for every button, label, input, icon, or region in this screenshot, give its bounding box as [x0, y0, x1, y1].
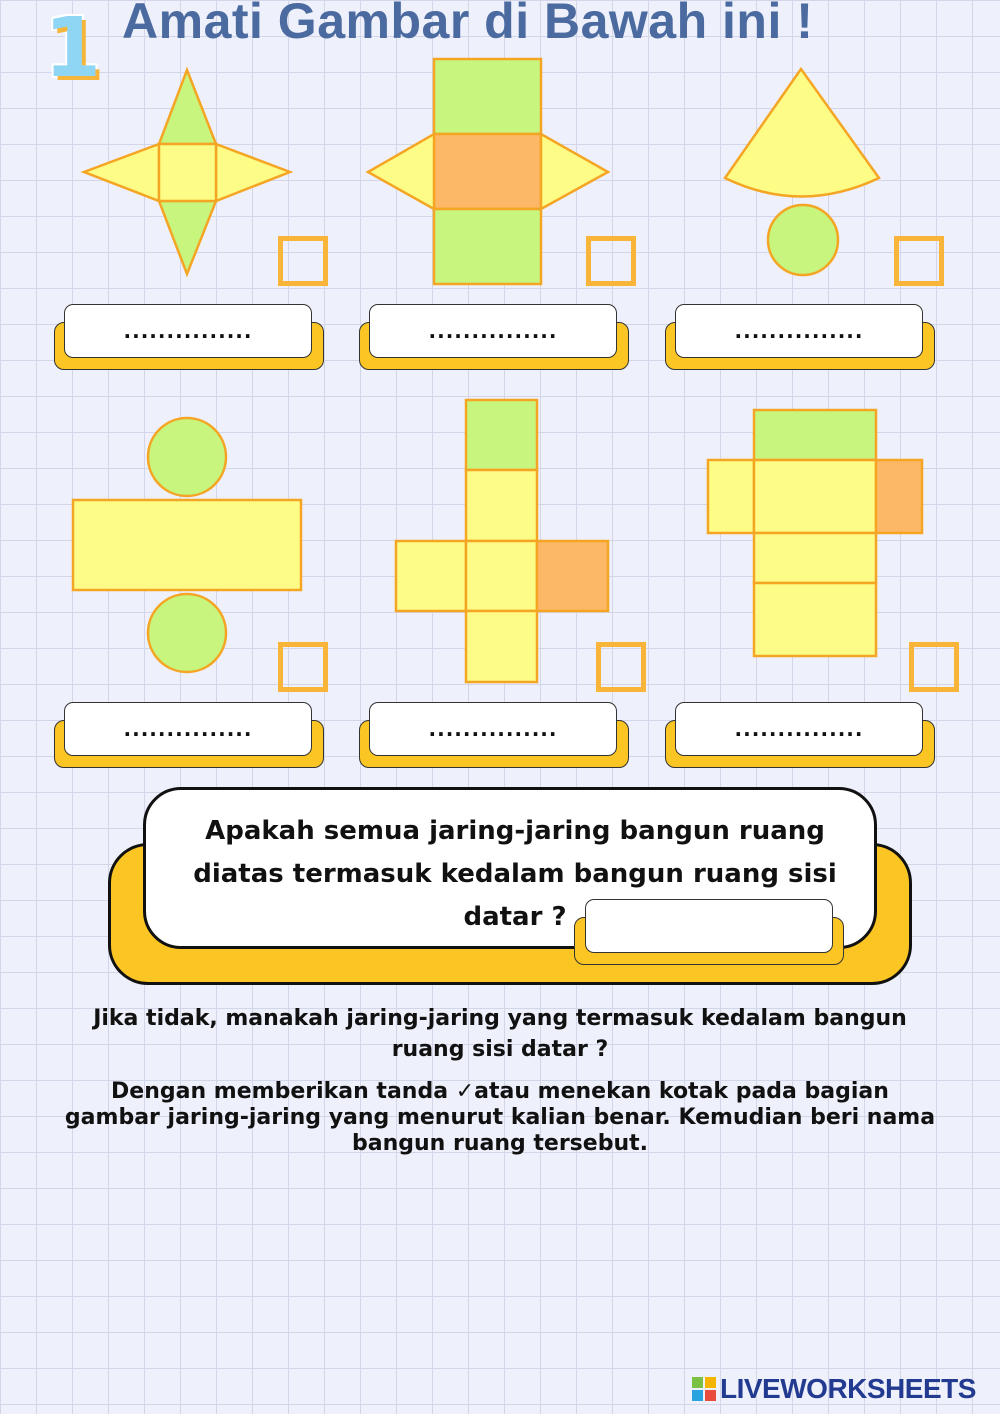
cylinder-side	[73, 500, 301, 590]
prism-triangle-right	[541, 134, 608, 209]
cuboid-face-4	[876, 460, 922, 533]
cuboid-face-1	[754, 410, 876, 460]
instruction-text: Dengan memberikan tanda ✓atau menekan kotak pada bagian gambar jaring-jaring yang menurut kalian benar. Kemudian beri nama bangun ruang tersebut.	[64, 1079, 936, 1156]
brand-logo	[692, 1374, 976, 1404]
liveworksheets-icon	[692, 1377, 716, 1401]
prism-face-top	[434, 59, 541, 134]
prism-face-bottom	[434, 209, 541, 284]
net-triangular-prism	[368, 59, 608, 284]
prism-face-middle	[434, 134, 541, 209]
cube-face-2	[466, 470, 537, 541]
checkbox-net-3[interactable]	[894, 236, 944, 286]
question-answer-field[interactable]	[585, 899, 833, 953]
checkbox-net-2[interactable]	[586, 236, 636, 286]
answer-field-net-2[interactable]: ...............	[369, 304, 617, 358]
cone-sector	[725, 69, 879, 197]
prism-triangle-left	[368, 134, 434, 209]
answer-field-net-5[interactable]: ...............	[369, 702, 617, 756]
net-cylinder	[73, 418, 301, 672]
answer-field-net-6[interactable]: ...............	[675, 702, 923, 756]
cuboid-face-5	[754, 533, 876, 583]
checkbox-net-1[interactable]	[278, 236, 328, 286]
answer-field-net-1[interactable]: ...............	[64, 304, 312, 358]
answer-field-net-4[interactable]: ...............	[64, 702, 312, 756]
cone-base	[768, 205, 838, 275]
cuboid-face-3	[754, 460, 876, 533]
number-badge: 1	[44, 1, 102, 96]
label-box-net-1	[54, 304, 324, 372]
label-box-net-5	[359, 702, 629, 770]
cube-face-1	[466, 400, 537, 470]
cuboid-face-2	[708, 460, 754, 533]
cube-face-3	[396, 541, 466, 611]
cube-face-5	[537, 541, 608, 611]
net-cuboid	[708, 410, 922, 656]
pyramid-base	[159, 144, 216, 201]
net-cube	[396, 400, 608, 682]
cylinder-top	[148, 418, 226, 496]
followup-question: Jika tidak, manakah jaring-jaring yang termasuk kedalam bangun ruang sisi datar ?	[93, 1006, 907, 1062]
pyramid-face-right	[216, 144, 290, 201]
label-box-net-3	[665, 304, 935, 372]
net-cone	[725, 69, 879, 275]
pyramid-face-top	[159, 70, 216, 144]
page-title: Amati Gambar di Bawah ini !	[122, 0, 814, 49]
cylinder-bottom	[148, 594, 226, 672]
answer-field-net-3[interactable]: ...............	[675, 304, 923, 358]
cuboid-face-6	[754, 583, 876, 656]
brand-name: LIVEWORKSHEETS	[720, 1373, 976, 1404]
pyramid-face-bottom	[159, 201, 216, 274]
net-square-pyramid	[84, 70, 290, 274]
cube-face-4	[466, 541, 537, 611]
label-box-net-4	[54, 702, 324, 770]
question-text: Apakah semua jaring-jaring bangun ruang diatas termasuk kedalam bangun ruang sisi datar ?	[193, 816, 837, 932]
label-box-net-6	[665, 702, 935, 770]
cube-face-6	[466, 611, 537, 682]
label-box-net-2	[359, 304, 629, 372]
pyramid-face-left	[84, 144, 159, 201]
checkbox-net-6[interactable]	[909, 642, 959, 692]
checkbox-net-5[interactable]	[596, 642, 646, 692]
checkbox-net-4[interactable]	[278, 642, 328, 692]
